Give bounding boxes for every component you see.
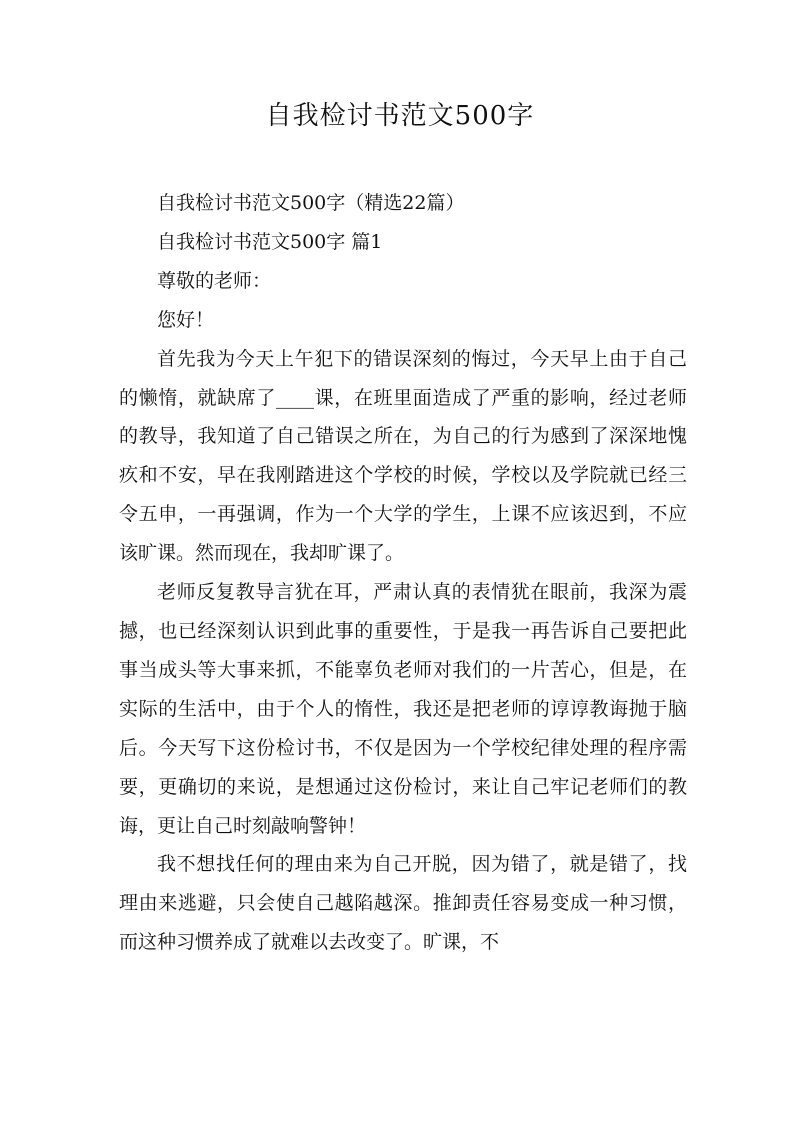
- document-title: 自我检讨书范文500字: [265, 101, 535, 131]
- subtitle-line: 自我检讨书范文500字（精选22篇）: [157, 192, 465, 214]
- section-heading: 自我检讨书范文500字 篇1: [157, 230, 383, 253]
- body-paragraph: 首先我为今天上午犯下的错误深刻的悔过，今天早上由于自己的懒惰，就缺席了____课，在班里面造成了严重的影响，经过老师的教导，我知道了自己错误之所在，为自己的行为感到了深深地愧疚和不安，早在我刚踏进这个学校的时候，学校以及学院就已经三令五申，一再强调，作为一个大学的学生，上课不应该迟到，不应该旷课。然而现在，我却旷课了。: [119, 347, 687, 565]
- greeting: 您好！: [157, 308, 215, 331]
- body-paragraph: 老师反复教导言犹在耳，严肃认真的表情犹在眼前，我深为震撼，也已经深刻认识到此事的重要性，于是我一再告诉自己要把此事当成头等大事来抓，不能辜负老师对我们的一片苦心，但是，在实际的生活中，由于个人的惰性，我还是把老师的谆谆教诲抛于脑后。今天写下这份检讨书，不仅是因为一个学校纪律处理的程序需要，更确切的来说，是想通过这份检讨，来让自己牢记老师们的教诲，更让自己时刻敲响警钟！: [119, 581, 687, 837]
- salutation: 尊敬的老师：: [157, 269, 272, 292]
- document-body: [119, 184, 687, 962]
- body-paragraph: 我不想找任何的理由来为自己开脱，因为错了，就是错了，找理由来逃避，只会使自己越陷越深。推卸责任容易变成一种习惯，而这种习惯养成了就难以去改变了。旷课，不: [119, 853, 687, 954]
